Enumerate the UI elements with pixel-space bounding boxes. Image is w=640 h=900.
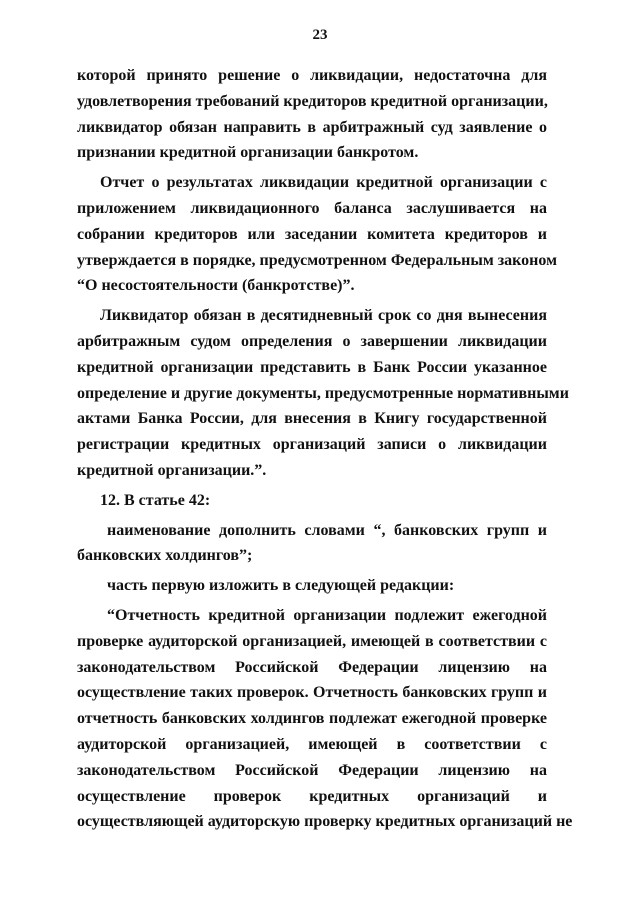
paragraph-audit-requirements	[77, 603, 573, 835]
text-line: осуществление таких проверок. Отчетность банковских групп и	[77, 684, 547, 702]
text-line: 12. В статье 42:	[100, 491, 211, 509]
paragraph-liquidation-report	[77, 170, 557, 299]
text-line: удовлетворения требований кредиторов кредитной организации,	[77, 92, 548, 110]
text-line: проверке аудиторской организацией, имеющей в соответствии с	[77, 632, 547, 650]
text-line: отчетность банковских холдингов подлежат ежегодной проверке	[77, 710, 547, 728]
paragraph-title-amendment	[77, 518, 547, 570]
text-line: наименование дополнить словами “, банковских групп и	[107, 521, 547, 539]
text-line: которой принято решение о ликвидации, недостаточна для	[77, 67, 547, 84]
text-line: законодательством Российской Федерации лицензию на	[77, 658, 547, 676]
text-line: ликвидатор обязан направить в арбитражный суд заявление о	[77, 118, 547, 136]
text-line: Отчет о результатах ликвидации кредитной организации с	[100, 174, 547, 192]
text-line: кредитной организации представить в Банк России указанное	[77, 358, 547, 376]
text-line: “Отчетность кредитной организации подлежит ежегодной	[107, 606, 547, 624]
text-line: банковских холдингов”;	[77, 547, 253, 565]
text-line: регистрации кредитных организаций записи о ликвидации	[77, 436, 547, 454]
text-line: определение и другие документы, предусмотренные нормативными	[77, 384, 569, 402]
paragraph-liquidator-obligation	[77, 303, 569, 484]
text-line: Ликвидатор обязан в десятидневный срок со дня вынесения	[100, 307, 547, 325]
paragraph-part-one	[77, 573, 547, 599]
paragraph-item-12	[77, 488, 547, 514]
text-line: признании кредитной организации банкротом.	[77, 144, 419, 162]
text-line: осуществление проверок кредитных организаций и	[77, 787, 547, 805]
text-line: часть первую изложить в следующей редакции:	[107, 577, 455, 595]
text-line: аудиторской организацией, имеющей в соответствии с	[77, 735, 547, 753]
text-line: кредитной организации.”.	[77, 461, 267, 479]
text-line: утверждается в порядке, предусмотренном Федеральным законом	[77, 251, 557, 269]
text-line: актами Банка России, для внесения в Книгу государственной	[77, 410, 547, 428]
text-line: арбитражным судом определения о завершении ликвидации	[77, 332, 547, 350]
page-number: 23	[312, 27, 328, 43]
text-line: приложением ликвидационного баланса заслушивается на	[77, 199, 547, 217]
text-line: осуществляющей аудиторскую проверку кредитных организаций не	[77, 813, 573, 831]
text-line: законодательством Российской Федерации лицензию на	[77, 761, 547, 779]
paragraph-liquidation-insufficiency	[77, 63, 547, 166]
text-line: собрании кредиторов или заседании комитета кредиторов и	[77, 225, 547, 243]
text-line: “О несостоятельности (банкротстве)”.	[77, 277, 355, 295]
document-body	[77, 63, 573, 835]
